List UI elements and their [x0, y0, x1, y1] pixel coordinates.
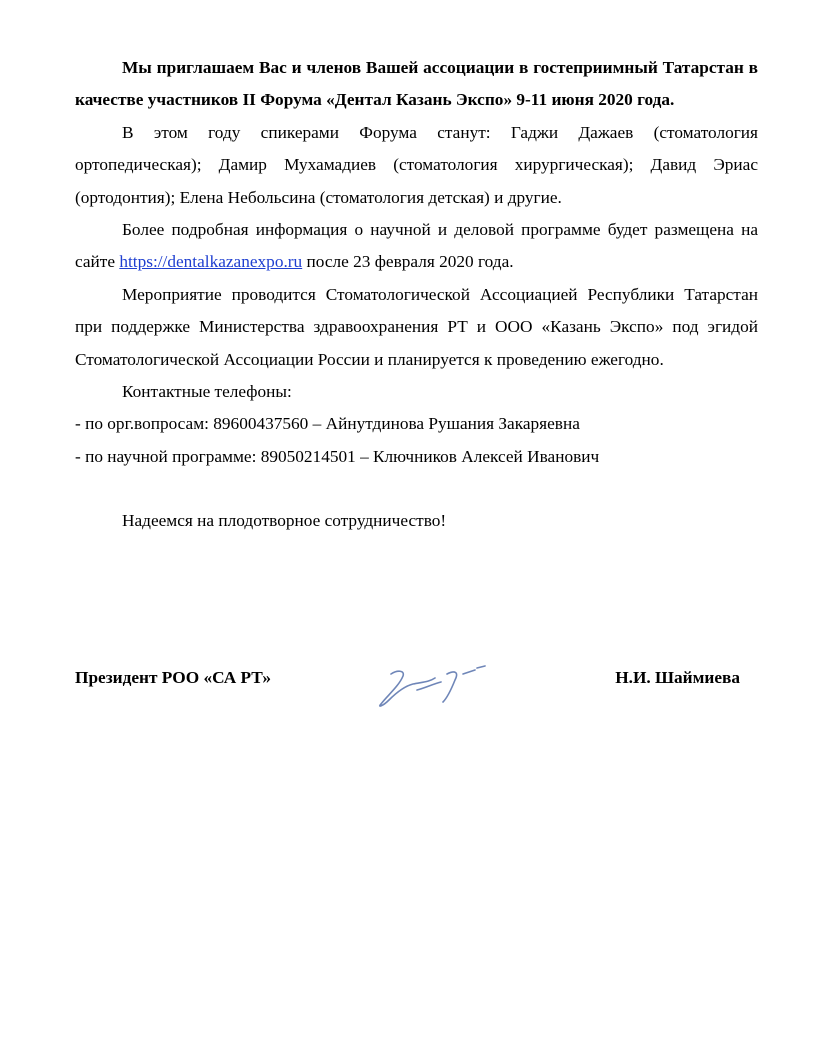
spacer — [75, 473, 758, 505]
info-text-before: Более подробная информация о научной и деловой программе будет размещена на сайте — [75, 220, 758, 272]
organizer-paragraph: Мероприятие проводится Стоматологической Ассоциацией Республики Татарстан при поддержке Министерства здравоохранения РТ и ООО «Казань Экспо» под эгидой Стоматологической Ассоциации России и планируется к проведению ежегодно. — [75, 284, 758, 369]
website-link[interactable]: https://dentalkazanexpo.ru — [119, 252, 303, 272]
letter-body — [75, 52, 758, 538]
invitation-paragraph: Мы приглашаем Вас и членов Вашей ассоциации в гостеприимный Татарстан в качестве участников II Форума «Дентал Казань Экспо» 9-11 июня 2020 года. — [75, 58, 758, 110]
info-text-after: после 23 февраля 2020 года. — [302, 252, 514, 272]
contact-org: - по орг.вопросам: 89600437560 – Айнутдинова Рушания Закаряевна — [75, 414, 580, 434]
handwritten-signature-icon — [373, 660, 503, 710]
signature-row — [75, 664, 740, 714]
signatory-name: Н.И. Шаймиева — [615, 668, 740, 687]
info-paragraph — [75, 214, 758, 279]
contact-science: - по научной программе: 89050214501 – Ключников Алексей Иванович — [75, 446, 600, 466]
speakers-paragraph: В этом году спикерами Форума станут: Гаджи Дажаев (стоматология ортопедическая); Дамир Мухамадиев (стоматология хирургическая); Давид Эриас (ортодонтия); Елена Небольсина (стоматология детская) и другие. — [75, 122, 758, 207]
contacts-heading: Контактные телефоны: — [122, 382, 292, 402]
signatory-position: Президент РОО «СА РТ» — [75, 668, 272, 687]
closing-line: Надеемся на плодотворное сотрудничество! — [122, 511, 447, 531]
